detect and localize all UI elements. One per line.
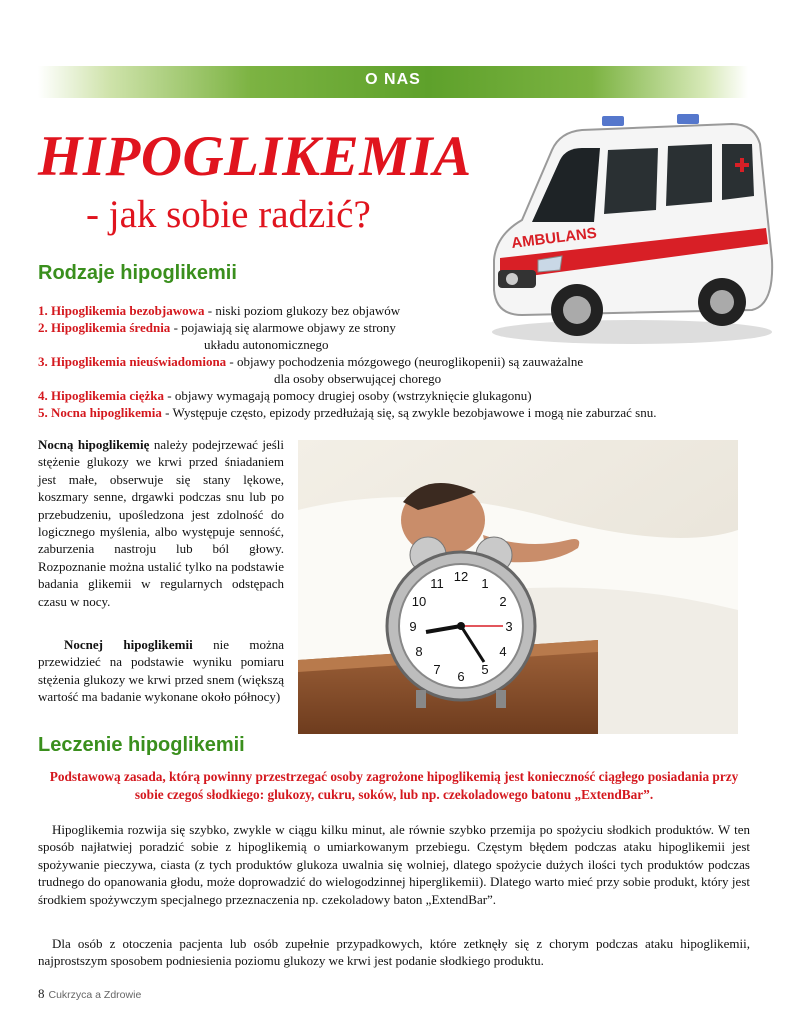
list-item — [38, 302, 758, 319]
type-desc-continued: dla osoby obserwującej chorego — [274, 371, 442, 386]
clock-numeral: 11 — [430, 576, 444, 591]
section-label: O NAS — [365, 71, 421, 88]
type-name: 1. Hipoglikemia bezobjawowa — [38, 303, 205, 318]
type-desc: - objawy wymagają pomocy drugiej osoby (wstrzyknięcie glukagonu) — [164, 388, 532, 403]
page-number: 8 — [38, 986, 45, 1001]
ambulance-label: AMBULANS — [510, 224, 598, 252]
clock-numeral: 9 — [409, 619, 417, 634]
clock-numeral: 10 — [411, 594, 427, 609]
page-footer — [38, 986, 141, 1002]
section-heading-treatment: Leczenie hipoglikemii — [38, 734, 245, 756]
treatment-paragraph-2: Dla osób z otoczenia pacjenta lub osób zupełnie przypadkowych, które zetknęły się z chorym podczas ataku hipoglikemii, najprostszym sposobem podniesienia poziomu glukozy we krwi jest podanie słodkiego produktu. — [38, 936, 750, 969]
type-desc: - pojawiają się alarmowe objawy ze strony — [170, 320, 396, 335]
night-term: Nocną hipoglikemię — [38, 437, 150, 452]
section-banner — [38, 66, 748, 98]
type-desc: - objawy pochodzenia mózgowego (neuroglikopenii) są zauważalne — [226, 354, 584, 369]
treatment-paragraph-1: Hipoglikemia rozwija się szybko, zwykle w ciągu kilku minut, ale równie szybko przemija po spożyciu słodkich produktów. W ten sposób najłatwiej poradzić sobie z hipoglikemią o umiarkowanym przebiegu. Częstym błędem podczas ataku hipoglikemii jest spożywanie pieczywa, ciasta (z tych produktów glukoza uwalnia się wolniej, dlatego spożycie dużych ilości tych produktów podczas trudnego do opanowania głodu, może doprowadzić do wielogodzinnej hiperglikemii). Dlatego warto mieć przy sobie produkt, który jest środkiem spożywczym specjalnego przeznaczenia np. czekoladowy baton „ExtendBar”. — [38, 822, 750, 907]
night-text: nie można przewidzieć na podstawie wyniku pomiaru stężenia glukozy we krwi przed snem (większą wartość ma badanie wykonane około północy) — [38, 637, 284, 705]
clock-numeral: 8 — [415, 644, 423, 659]
article-title: HIPOGLIKEMIA — [38, 125, 472, 188]
clock-numeral: 12 — [453, 569, 469, 584]
night-paragraph-1 — [38, 436, 284, 610]
clock-numeral: 2 — [499, 594, 507, 609]
night-paragraph-2 — [38, 636, 284, 706]
article-subtitle: - jak sobie radzić? — [86, 193, 371, 236]
type-name: 3. Hipoglikemia nieuświadomiona — [38, 354, 227, 369]
type-desc: - Występuje często, epizody przedłużają się, są zwykle bezobjawowe i mogą nie zaburzać snu. — [161, 405, 657, 420]
list-item — [38, 353, 758, 370]
alarm-clock-photo — [298, 440, 738, 734]
list-item — [38, 404, 758, 421]
list-item — [38, 319, 758, 336]
type-desc: - niski poziom glukozy bez objawów — [204, 303, 401, 318]
type-name: 4. Hipoglikemia ciężka — [38, 388, 165, 403]
types-list — [38, 302, 758, 421]
magazine-name: Cukrzyca a Zdrowie — [48, 989, 142, 1001]
key-rule-text: Podstawową zasada, którą powinny przestrzegać osoby zagrożone hipoglikemią jest konieczność ciągłego posiadania przy sobie czegoś słodkiego: glukozy, cukru, soków, lub np. czekoladowego batonu „ExtendBar”. — [49, 769, 739, 802]
clock-numeral: 7 — [433, 662, 441, 677]
list-item — [38, 387, 758, 404]
section-heading-types: Rodzaje hipoglikemii — [38, 262, 237, 284]
clock-numeral: 4 — [499, 644, 507, 659]
clock-numeral: 6 — [457, 669, 465, 684]
clock-numeral: 1 — [481, 576, 489, 591]
type-desc-continued: układu autonomicznego — [204, 337, 329, 352]
night-text: należy podejrzewać jeśli stężenie glukozy we krwi przed śniadaniem jest małe, obserwuje się stany lękowe, koszmary senne, drgawki podczas snu lub po przebudzeniu, upośledzona jest zdolność do logicznego myślenia, albo występuje senność, zaburzenia nastroju lub ból głowy. Rozpoznanie można ustalić tylko na podstawie badania glikemii w regularnych odstępach czasu w nocy. — [38, 437, 284, 609]
night-term: Nocnej hipoglikemii — [64, 637, 193, 652]
clock-numeral: 3 — [505, 619, 513, 634]
clock-numeral: 5 — [481, 662, 489, 677]
type-name: 5. Nocna hipoglikemia — [38, 405, 162, 420]
type-name: 2. Hipoglikemia średnia — [38, 320, 171, 335]
